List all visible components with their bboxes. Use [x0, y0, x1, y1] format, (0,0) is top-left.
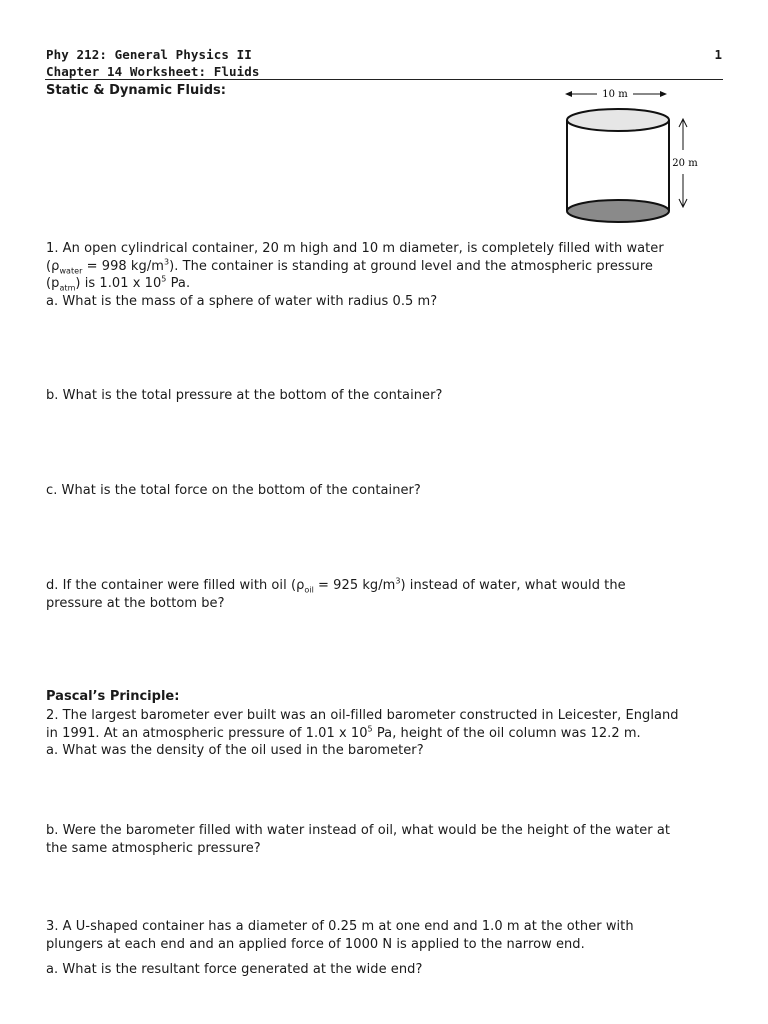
q2-part-b-line1: b. Were the barometer filled with water instead of oil, what would be the height of the water at: [46, 823, 671, 838]
section-pascal: Pascal’s Principle:: [46, 689, 180, 704]
diameter-arrowhead-left: [565, 91, 572, 97]
q2-part-a: a. What was the density of the oil used in the barometer?: [46, 743, 424, 758]
cylinder-figure: [555, 82, 715, 228]
q1-part-d: [46, 577, 726, 612]
chapter-title: Chapter 14 Worksheet: Fluids: [46, 64, 260, 79]
q2-part-b: [46, 822, 726, 857]
q3-line1: 3. A U-shaped container has a diameter of 0.25 m at one end and 1.0 m at the other with: [46, 919, 634, 934]
q1-part-a: a. What is the mass of a sphere of water with radius 0.5 m?: [46, 293, 438, 309]
q1-intro-line3: $(p_{atm})$ is 1.01 x $10^5$ Pa.: [46, 274, 191, 293]
q2-intro: [46, 707, 726, 760]
cylinder-top: [567, 109, 669, 131]
q1-intro: [46, 240, 726, 310]
cylinder-bottom: [567, 200, 669, 222]
q2-line1: 2. The largest barometer ever built was an oil-filled barometer constructed in Leicester, England: [46, 708, 679, 723]
q3-line2: plungers at each end and an applied force of 1000 N is applied to the narrow end.: [46, 936, 585, 952]
q1-part-d-line1: d. If the container were filled with oil ($\rho_{oil} = 925$ $kg/m^3$) instead of water, what would the: [46, 576, 626, 595]
page-number: 1: [714, 47, 722, 62]
header-rule: [45, 79, 723, 80]
q1-part-c: c. What is the total force on the bottom of the container?: [46, 483, 421, 498]
q3-intro: [46, 918, 726, 953]
section-static-dynamic: Static & Dynamic Fluids:: [46, 83, 226, 98]
diameter-label: 10 m: [602, 89, 628, 100]
q2-part-b-line2: the same atmospheric pressure?: [46, 840, 261, 856]
q1-part-d-line2: pressure at the bottom be?: [46, 595, 225, 611]
diameter-arrowhead-right: [660, 91, 667, 97]
q1-part-b: b. What is the total pressure at the bottom of the container?: [46, 388, 443, 403]
q1-intro-line2: ($\rho_{water} = 998$ $kg/m^3$). The container is standing at ground level and the atmospheric pressure: [46, 257, 653, 276]
q3-part-a: a. What is the resultant force generated at the wide end?: [46, 962, 423, 977]
cylinder-diagram: [555, 82, 715, 228]
q2-line2: in 1991. At an atmospheric pressure of 1.01 x $10^5$ Pa, height of the oil column was 12.2 m.: [46, 724, 641, 741]
height-label: 20 m: [672, 158, 698, 169]
q1-intro-line1: 1. An open cylindrical container, 20 m high and 10 m diameter, is completely filled with water: [46, 241, 664, 256]
course-title: Phy 212: General Physics II: [46, 47, 252, 62]
